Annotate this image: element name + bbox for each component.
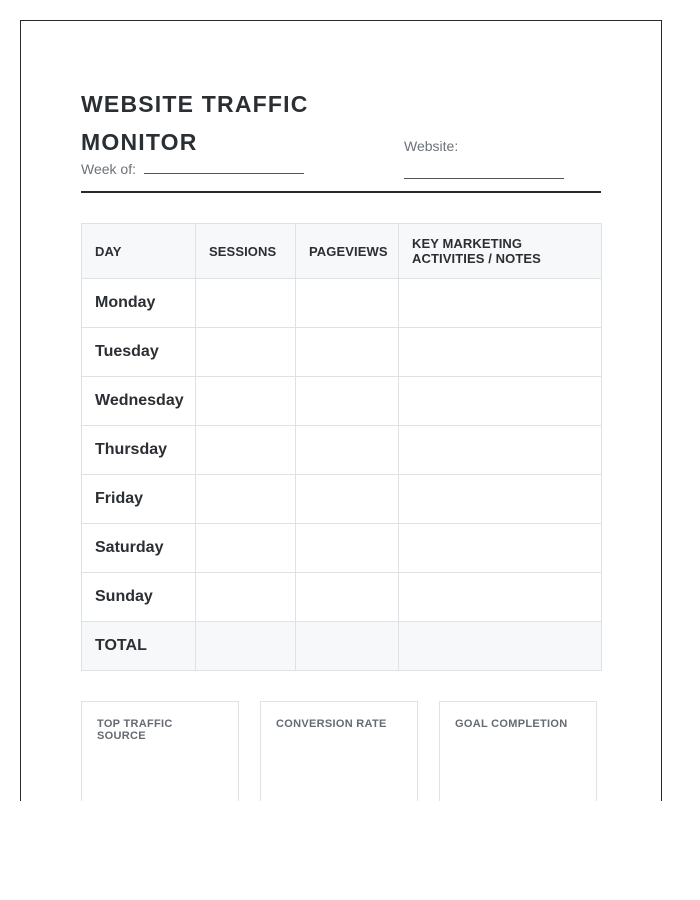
total-notes-cell[interactable]	[399, 622, 602, 671]
table-row	[82, 426, 602, 475]
sessions-cell[interactable]	[196, 524, 296, 573]
page-title	[81, 85, 401, 161]
table-row	[82, 328, 602, 377]
box-label: TOP TRAFFIC SOURCE	[97, 718, 173, 742]
box-label: CONVERSION RATE	[276, 718, 387, 730]
top-traffic-source-box[interactable]	[81, 701, 239, 801]
day-cell: Wednesday	[82, 377, 196, 426]
title-line-1: WEBSITE TRAFFIC	[81, 91, 309, 117]
week-of-field	[81, 161, 304, 177]
table-row	[82, 475, 602, 524]
column-header-pageviews: PAGEVIEWS	[296, 224, 399, 279]
sessions-cell[interactable]	[196, 377, 296, 426]
traffic-table	[81, 223, 602, 671]
title-line-2: MONITOR	[81, 129, 198, 155]
day-cell: Monday	[82, 279, 196, 328]
notes-header-line-2: ACTIVITIES / NOTES	[412, 251, 541, 266]
notes-cell[interactable]	[399, 475, 602, 524]
day-cell: Saturday	[82, 524, 196, 573]
notes-cell[interactable]	[399, 426, 602, 475]
day-cell: Sunday	[82, 573, 196, 622]
total-label-cell: TOTAL	[82, 622, 196, 671]
table-header-row	[82, 224, 602, 279]
notes-cell[interactable]	[399, 328, 602, 377]
table-row	[82, 573, 602, 622]
sessions-cell[interactable]	[196, 279, 296, 328]
week-of-label: Week of:	[81, 161, 136, 177]
sessions-cell[interactable]	[196, 426, 296, 475]
pageviews-cell[interactable]	[296, 279, 399, 328]
table-row	[82, 377, 602, 426]
pageviews-cell[interactable]	[296, 524, 399, 573]
sessions-cell[interactable]	[196, 328, 296, 377]
document-page	[20, 20, 662, 801]
goal-completion-box[interactable]	[439, 701, 597, 801]
notes-cell[interactable]	[399, 377, 602, 426]
sessions-cell[interactable]	[196, 475, 296, 524]
notes-cell[interactable]	[399, 279, 602, 328]
total-pageviews-cell[interactable]	[296, 622, 399, 671]
pageviews-cell[interactable]	[296, 475, 399, 524]
column-header-day: DAY	[82, 224, 196, 279]
notes-cell[interactable]	[399, 573, 602, 622]
day-cell: Friday	[82, 475, 196, 524]
box-label: GOAL COMPLETION	[455, 718, 568, 730]
page-viewport	[20, 20, 662, 801]
week-of-input-line[interactable]	[144, 161, 304, 174]
notes-cell[interactable]	[399, 524, 602, 573]
conversion-rate-box[interactable]	[260, 701, 418, 801]
pageviews-cell[interactable]	[296, 573, 399, 622]
column-header-notes	[399, 224, 602, 279]
summary-boxes	[81, 701, 601, 801]
website-label: Website:	[404, 138, 459, 154]
total-sessions-cell[interactable]	[196, 622, 296, 671]
day-cell: Thursday	[82, 426, 196, 475]
day-cell: Tuesday	[82, 328, 196, 377]
notes-header-line-1: KEY MARKETING	[412, 236, 523, 251]
pageviews-cell[interactable]	[296, 426, 399, 475]
header-divider	[81, 191, 601, 193]
pageviews-cell[interactable]	[296, 377, 399, 426]
website-input-line[interactable]	[404, 158, 564, 179]
table-row	[82, 279, 602, 328]
pageviews-cell[interactable]	[296, 328, 399, 377]
website-field	[404, 138, 564, 179]
table-row	[82, 524, 602, 573]
total-row	[82, 622, 602, 671]
sessions-cell[interactable]	[196, 573, 296, 622]
column-header-sessions: SESSIONS	[196, 224, 296, 279]
